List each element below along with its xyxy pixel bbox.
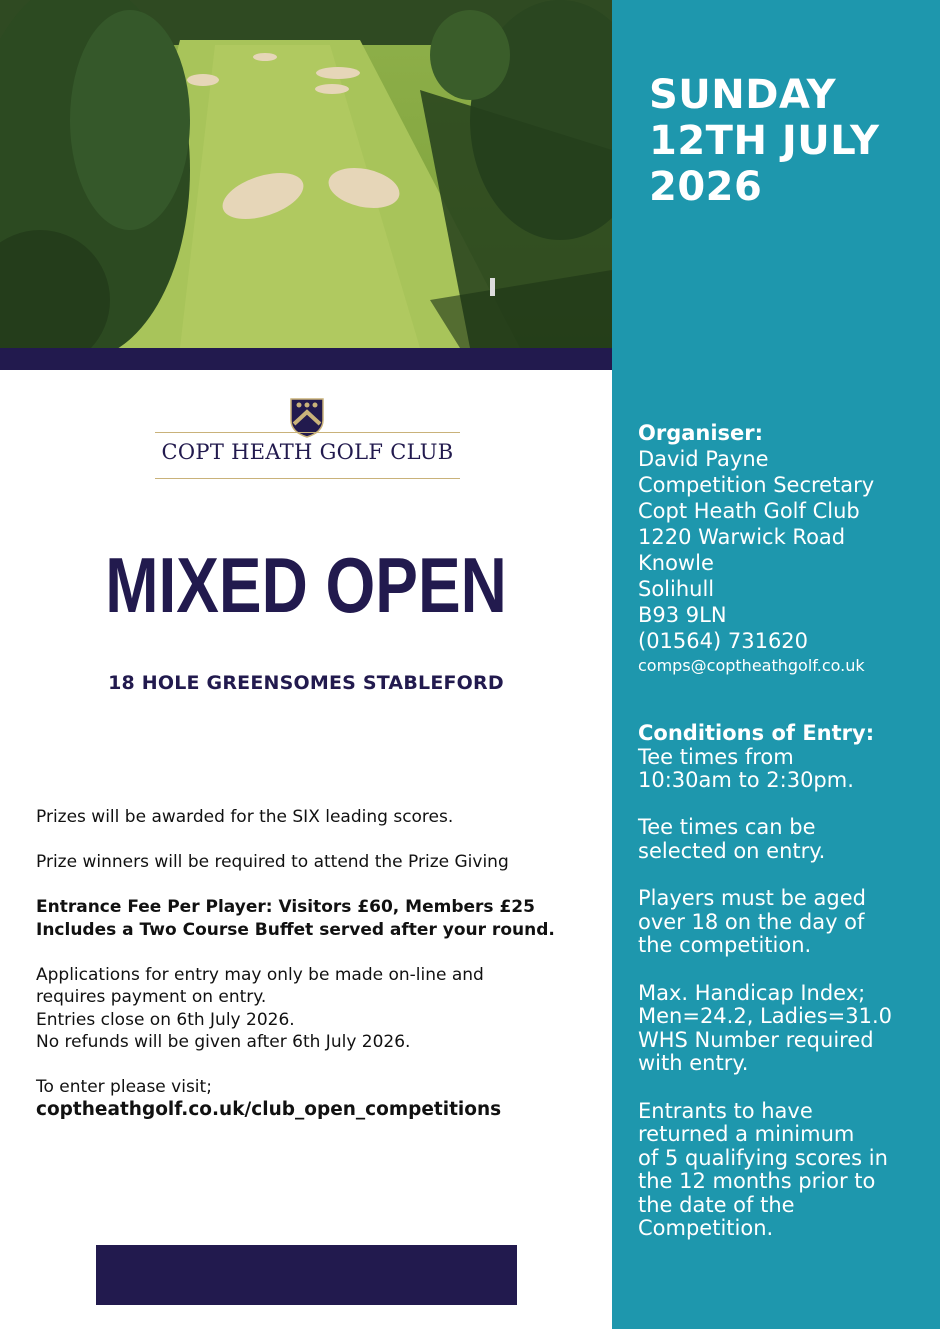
condition-line: WHS Number required xyxy=(638,1027,874,1052)
organiser-address: Knowle xyxy=(638,551,714,575)
bottom-banner xyxy=(96,1245,517,1305)
condition-line: of 5 qualifying scores in xyxy=(638,1145,888,1170)
tee-times-text xyxy=(638,746,938,793)
condition-line: over 18 on the day of xyxy=(638,909,865,934)
handicap-text xyxy=(638,982,938,1076)
condition-line: the date of the xyxy=(638,1192,795,1217)
entries-close-text: Entries close on 6th July 2026. xyxy=(36,1009,295,1030)
conditions-block xyxy=(638,722,938,1265)
condition-line: Tee times can be xyxy=(638,815,816,840)
condition-line: the 12 months prior to xyxy=(638,1169,876,1194)
date-year: 2026 xyxy=(649,164,763,210)
event-title: MIXED OPEN xyxy=(105,541,507,629)
info-sidebar xyxy=(612,0,940,1329)
condition-line: Men=24.2, Ladies=31.0 xyxy=(638,1004,892,1029)
condition-line: Max. Handicap Index; xyxy=(638,980,866,1005)
golf-course-image xyxy=(0,0,612,348)
logo-rule xyxy=(155,432,460,433)
entrance-fee-text: Entrance Fee Per Player: Visitors £60, Members £25 xyxy=(36,897,535,917)
condition-line: Players must be aged xyxy=(638,886,866,911)
organiser-label: Organiser: xyxy=(638,421,764,445)
visit-label: To enter please visit; xyxy=(36,1077,212,1097)
condition-line: 10:30am to 2:30pm. xyxy=(638,768,854,793)
prizes-text: Prizes will be awarded for the SIX leading scores. xyxy=(36,807,454,827)
event-details xyxy=(36,806,596,1121)
navy-band xyxy=(0,348,612,370)
event-date xyxy=(649,72,929,210)
conditions-label: Conditions of Entry: xyxy=(638,721,875,745)
entry-url-link[interactable]: coptheathgolf.co.uk/club_open_competitions xyxy=(36,1098,502,1120)
organiser-phone[interactable]: (01564) 731620 xyxy=(638,629,809,653)
prize-giving-text: Prize winners will be required to attend the Prize Giving xyxy=(36,852,509,872)
organiser-address: Solihull xyxy=(638,577,715,601)
buffet-text: Includes a Two Course Buffet served after your round. xyxy=(36,919,555,940)
condition-line: Entrants to have xyxy=(638,1098,813,1123)
tee-selection-text xyxy=(638,816,938,863)
event-format: 18 HOLE GREENSOMES STABLEFORD xyxy=(108,672,504,694)
organiser-role: Competition Secretary xyxy=(638,473,875,497)
organiser-name: David Payne xyxy=(638,447,769,471)
logo-rule xyxy=(155,478,460,479)
condition-line: selected on entry. xyxy=(638,838,826,863)
applications-text: requires payment on entry. xyxy=(36,987,267,1007)
organiser-block xyxy=(638,420,938,678)
organiser-address: 1220 Warwick Road xyxy=(638,525,846,549)
qualifying-scores-text xyxy=(638,1100,938,1242)
date-day: SUNDAY xyxy=(649,72,837,118)
club-name: COPT HEATH GOLF CLUB xyxy=(161,440,454,464)
condition-line: Competition. xyxy=(638,1216,774,1241)
organiser-email-link[interactable]: comps@coptheathgolf.co.uk xyxy=(638,656,865,675)
organiser-club: Copt Heath Golf Club xyxy=(638,499,860,523)
age-requirement-text xyxy=(638,887,938,958)
condition-line: returned a minimum xyxy=(638,1122,855,1147)
condition-line: Tee times from xyxy=(638,744,794,769)
organiser-postcode: B93 9LN xyxy=(638,603,727,627)
club-logo xyxy=(155,398,460,482)
condition-line: with entry. xyxy=(638,1051,749,1076)
no-refunds-text: No refunds will be given after 6th July 2026. xyxy=(36,1032,411,1052)
date-month: 12TH JULY xyxy=(649,118,880,164)
applications-text: Applications for entry may only be made on-line and xyxy=(36,964,484,985)
condition-line: the competition. xyxy=(638,933,812,958)
hero-photo xyxy=(0,0,612,348)
